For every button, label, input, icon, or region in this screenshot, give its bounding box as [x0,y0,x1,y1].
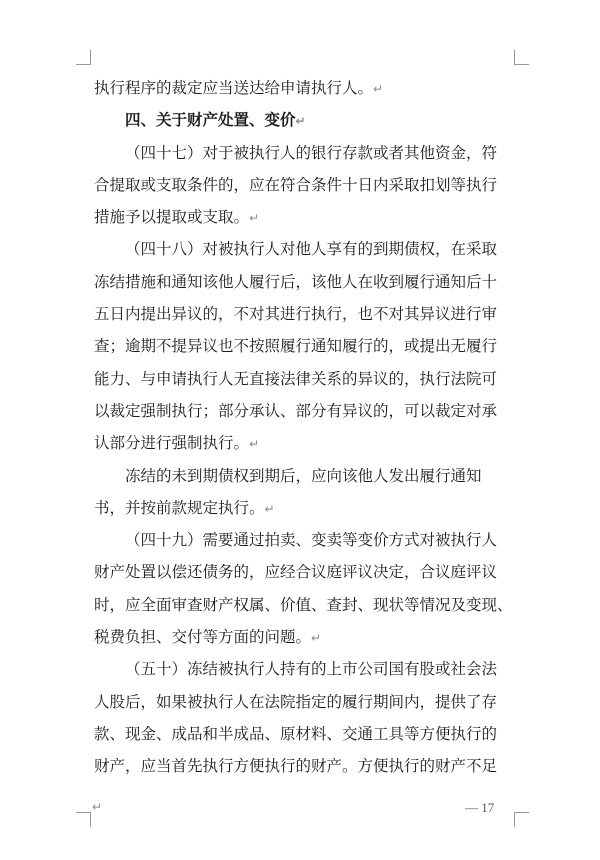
text-line [94,169,526,201]
line-text: 查；逾期不提异议也不按照履行通知履行的，或提出无履行 [94,337,498,356]
line-text: 书，并按前款规定执行。 [94,498,265,517]
paragraph-mark: ↵ [373,82,384,96]
text-line [94,492,526,524]
page-number: — 17 [465,800,495,815]
text-line [94,524,526,556]
line-text: 合提取或支取条件的，应在符合条件十日内采取扣划等执行 [94,175,498,194]
line-text: 认部分进行强制执行。 [94,434,250,453]
crop-mark-top-left [76,50,91,65]
text-line [94,686,526,718]
line-text: 措施予以提取或支取。 [94,208,250,227]
text-line [94,718,526,750]
line-text: （四十八）对被执行人对他人享有的到期债权，在采取 [125,240,498,259]
line-text: 冻结的未到期债权到期后，应向该他人发出履行通知 [125,466,482,485]
line-text: 税费负担、交付等方面的问题。 [94,628,312,647]
text-line [94,233,526,265]
line-text: 能力、与申请执行人无直接法律关系的异议的，执行法院可 [94,369,498,388]
line-text: （五十）冻结被执行人持有的上市公司国有股或社会法 [125,660,498,679]
crop-mark-top-right [514,50,529,65]
text-line [94,330,526,362]
paragraph-mark: ↵ [311,631,322,646]
text-line [94,653,526,685]
text-line [94,589,526,621]
text-line [94,137,526,169]
line-text: 以裁定强制执行；部分承认、部分有异议的，可以裁定对承 [94,401,498,420]
crop-mark-bottom-right [514,812,529,827]
line-text: 人股后，如果被执行人在法院指定的履行期间内，提供了存 [94,692,498,711]
text-line [94,395,526,427]
line-text: 时，应全面审查财产权属、价值、查封、现状等情况及变现、 [94,595,513,614]
section-heading [94,104,526,136]
line-text: 执行程序的裁定应当送达给申请执行人。 [94,79,374,97]
text-line [94,427,526,459]
line-text: （四十七）对于被执行人的银行存款或者其他资金，符 [125,143,498,162]
footer-paragraph-mark: ↵ [92,800,103,814]
line-text: 款、现金、成品和半成品、原材料、交通工具等方便执行的 [94,724,498,743]
text-line [94,72,526,104]
text-line [94,266,526,298]
line-text: 五日内提出异议的，不对其进行执行，也不对其异议进行审 [94,305,498,324]
line-text: 冻结措施和通知该他人履行后，该他人在收到履行通知后十 [94,272,498,291]
text-line [94,460,526,492]
line-text: （四十九）需要通过拍卖、变卖等变价方式对被执行人 [125,531,498,550]
crop-mark-bottom-left [76,812,91,827]
paragraph-mark: ↵ [295,114,306,129]
text-line [94,201,526,233]
line-text: 财产，应当首先执行方便执行的财产。方便执行的财产不足 [94,757,498,776]
paragraph-mark: ↵ [249,437,260,452]
paragraph-mark: ↵ [249,211,260,226]
line-text: 财产处置以偿还债务的，应经合议庭评议决定，合议庭评议 [94,563,498,582]
paragraph-mark: ↵ [264,501,275,516]
text-line [94,298,526,330]
line-text: 四、关于财产处置、变价 [125,110,296,130]
text-line [94,621,526,653]
text-line [94,363,526,395]
document-body [94,72,526,783]
text-line [94,750,526,782]
text-line [94,556,526,588]
